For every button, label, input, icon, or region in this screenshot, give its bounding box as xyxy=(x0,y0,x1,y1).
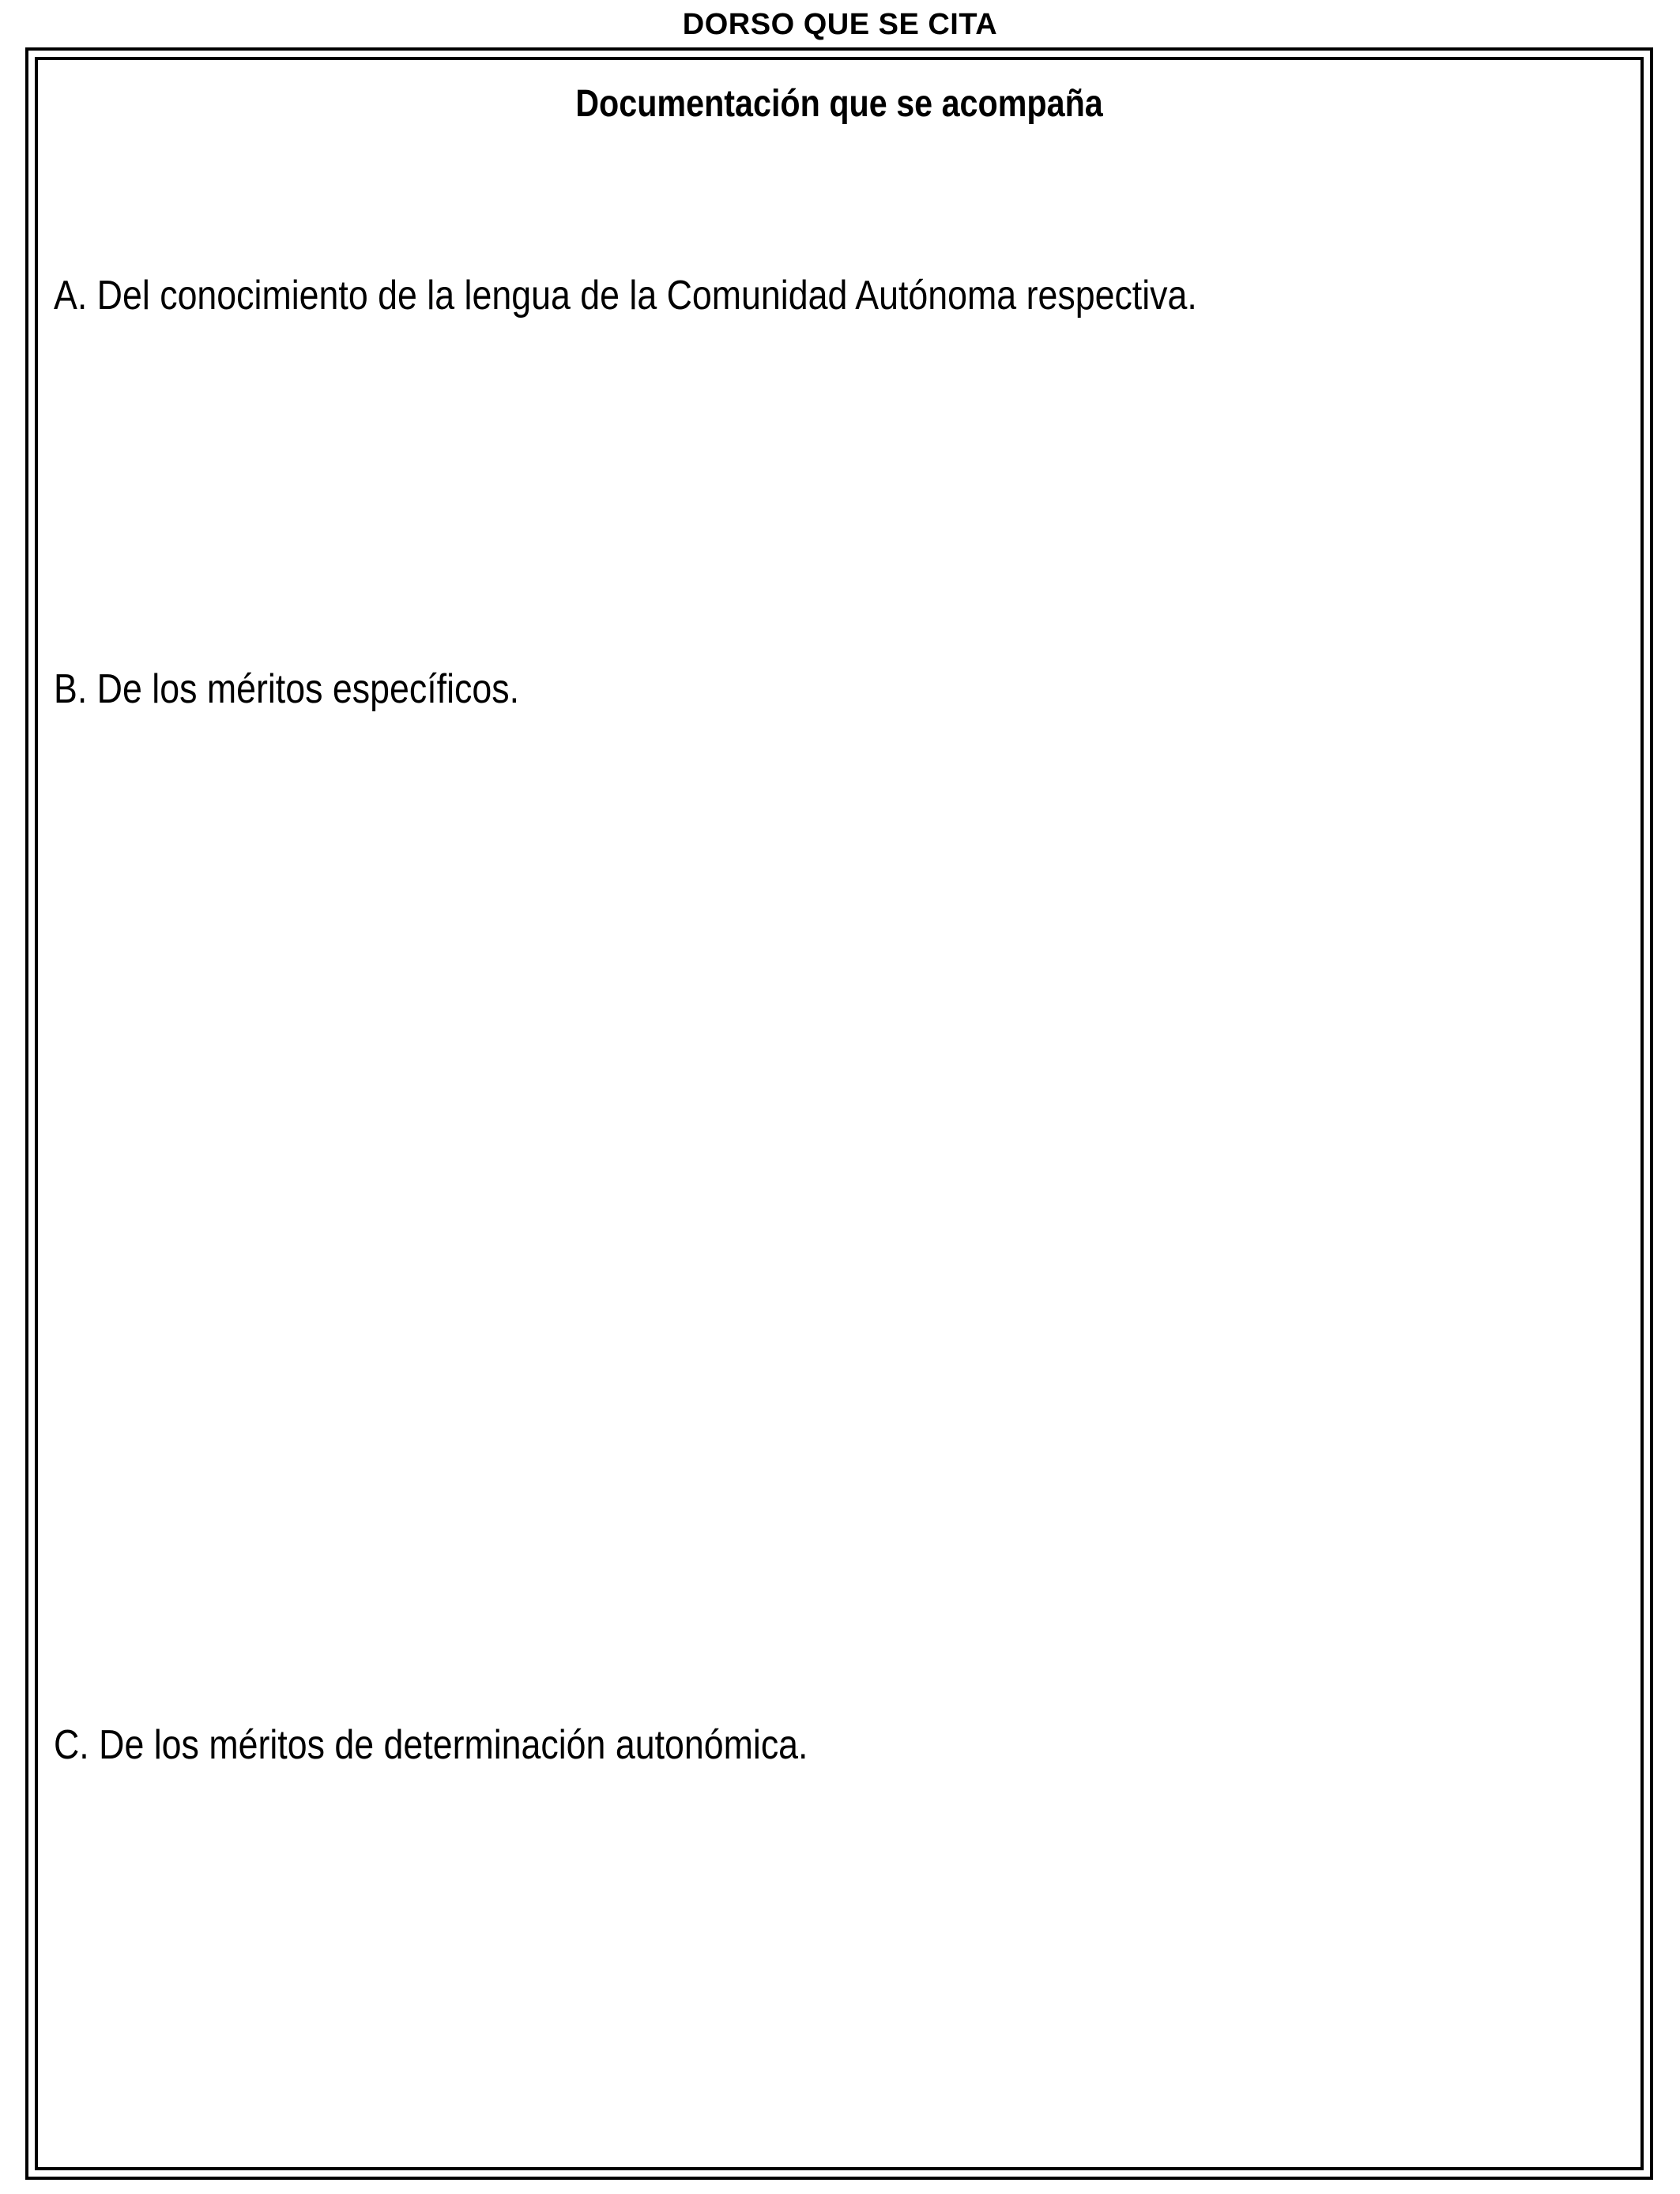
box-title: Documentación que se acompaña xyxy=(575,83,1103,125)
section-c-label: C. De los méritos de determinación autonómica. xyxy=(54,1722,808,1768)
document-frame xyxy=(25,47,1653,2180)
document-frame-inner xyxy=(35,57,1644,2170)
section-c-area xyxy=(54,1778,1625,2158)
section-a-label: A. Del conocimiento de la lengua de la Comunidad Autónoma respectiva. xyxy=(54,273,1197,319)
section-b-label: B. De los méritos específicos. xyxy=(54,666,520,712)
page-heading: DORSO QUE SE CITA xyxy=(682,8,998,41)
section-a-area xyxy=(54,329,1625,645)
section-b-area xyxy=(54,722,1625,1695)
